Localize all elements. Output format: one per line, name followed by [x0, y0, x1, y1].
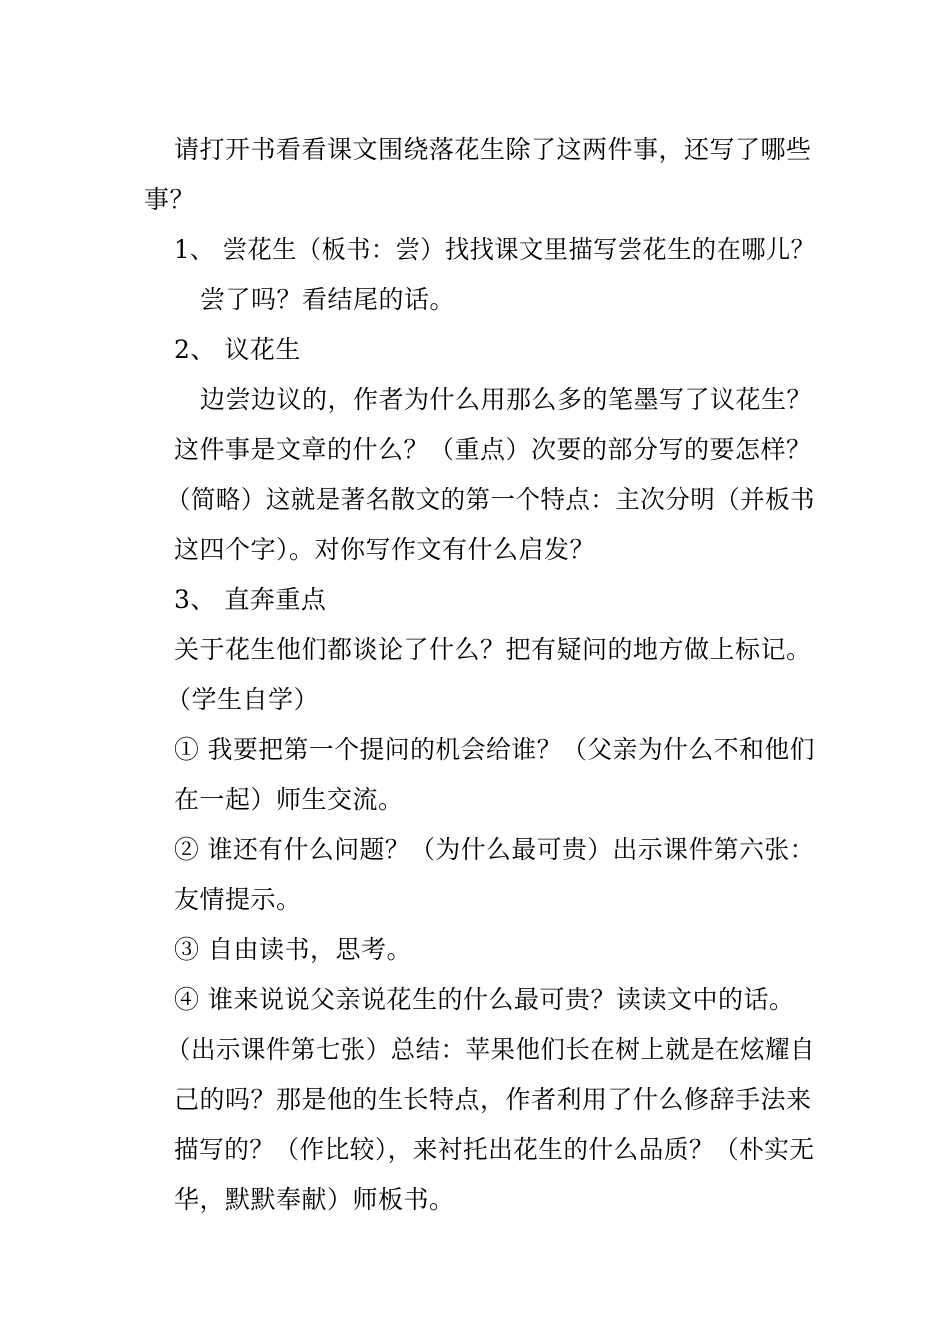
text-line: 关于花生他们都谈论了什么？把有疑问的地方做上标记。: [174, 635, 812, 664]
text-line: ① 我要把第一个提问的机会给谁？（父亲为什么不和他们: [174, 735, 815, 764]
text-line: 友情提示。: [174, 885, 302, 914]
text-line: 尝了吗？看结尾的话。: [200, 285, 456, 314]
text-line: 1、 尝花生（板书：尝）找找课文里描写尝花生的在哪儿？: [174, 235, 816, 264]
text-line: 华，默默奉献）师板书。: [174, 1185, 455, 1214]
text-line: 边尝边议的，作者为什么用那么多的笔墨写了议花生？: [200, 385, 813, 414]
text-line: （简略）这就是著名散文的第一个特点：主次分明（并板书: [166, 485, 816, 514]
text-line: ③ 自由读书，思考。: [174, 935, 412, 964]
text-line: 3、 直奔重点: [174, 585, 327, 614]
text-line: 己的吗？那是他的生长特点，作者利用了什么修辞手法来: [174, 1085, 812, 1114]
text-line: 事？: [144, 185, 196, 214]
text-line: 2、 议花生: [174, 335, 301, 364]
text-line: 请打开书看看课文围绕落花生除了这两件事，还写了哪些: [174, 135, 812, 164]
text-line: ④ 谁来说说父亲说花生的什么最可贵？读读文中的话。: [174, 985, 795, 1014]
text-line: 这件事是文章的什么？（重点）次要的部分写的要怎样？: [174, 435, 812, 464]
text-line: 在一起）师生交流。: [174, 785, 404, 814]
text-line: ② 谁还有什么问题？（为什么最可贵）出示课件第六张：: [174, 835, 815, 864]
text-line: 这四个字）。对你写作文有什么启发？: [174, 535, 596, 564]
text-line: （学生自学）: [166, 685, 320, 714]
text-line: （出示课件第七张）总结：苹果他们长在树上就是在炫耀自: [166, 1035, 816, 1064]
text-line: 描写的？（作比较），来衬托出花生的什么品质？（朴实无: [174, 1135, 815, 1164]
